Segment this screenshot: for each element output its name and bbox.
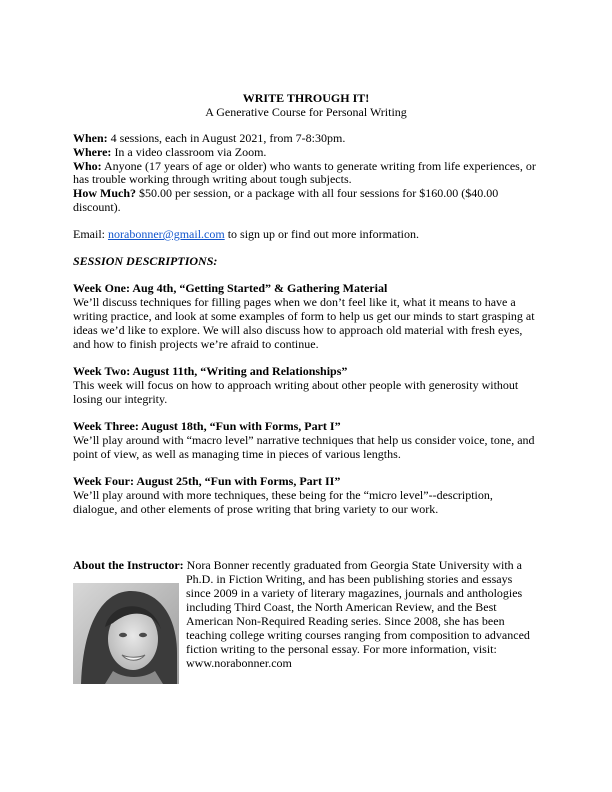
instructor-portrait [73,583,179,684]
session-desc-line: writing practice, and look at some examples of form to help us get our minds to start grasping at [73,309,535,323]
who-text: Anyone (17 years of age or older) who wants to generate writing from life experiences, or [101,159,536,173]
instructor-website[interactable]: www.norabonner.com [186,656,292,670]
session-title: Week Four: August 25th, “Fun with Forms, Part II” [73,474,341,488]
session-title: Week Two: August 11th, “Writing and Relationships” [73,364,348,378]
instructor-bio-line: including Third Coast, the North American Review, and the Best [186,600,497,614]
instructor-bio-line: fiction writing to the personal essay. For more information, visit: [186,642,497,656]
session-desc-line: and how to finish projects we’re afraid to continue. [73,337,319,351]
where-label: Where: [73,145,112,159]
session-title: Week Three: August 18th, “Fun with Forms, Part I” [73,419,341,433]
howmuch-label: How Much? [73,186,136,200]
session-desc-line: losing our integrity. [73,392,168,406]
when-text: 4 sessions, each in August 2021, from 7-8:30pm. [107,131,346,145]
email-link[interactable]: norabonner@gmail.com [108,227,225,241]
when-line [73,131,345,146]
instructor-photo [73,583,179,684]
when-label: When: [73,131,108,145]
email-suffix: to sign up or find out more information. [224,227,419,241]
instructor-bio-line: since 2009 in a variety of literary magazines, journals and anthologies [186,586,523,600]
page-subtitle: A Generative Course for Personal Writing [205,105,407,119]
page-title: WRITE THROUGH IT! [242,91,370,105]
who-label: Who: [73,159,102,173]
session-desc-line: We’ll play around with more techniques, these being for the “micro level”--description, [73,488,493,502]
instructor-label: About the Instructor: [73,558,184,572]
where-line [73,145,266,160]
email-prefix: Email: [73,227,108,241]
session-desc-line: We’ll discuss techniques for filling pages when we don’t feel like it, what it means to have a [73,295,516,309]
instructor-text: Nora Bonner recently graduated from Georgia State University with a [183,558,523,572]
email-line [73,227,419,242]
session-title: Week One: Aug 4th, “Getting Started” & Gathering Material [73,281,388,295]
session-desc-line: point of view, as well as managing time in pieces of various lengths. [73,447,401,461]
howmuch-text: $50.00 per session, or a package with all four sessions for $160.00 ($40.00 [136,186,499,200]
who-line-2: has trouble working through writing about tough subjects. [73,172,352,186]
howmuch-line [73,186,498,201]
instructor-first-line [73,558,522,573]
session-desc-line: We’ll play around with “macro level” narrative techniques that help us consider voice, tone, and [73,433,535,447]
session-desc-line: dialogue, and other elements of prose writing that bring variety to our work. [73,502,439,516]
sessions-heading: SESSION DESCRIPTIONS: [73,254,218,268]
where-text: In a video classroom via Zoom. [111,145,267,159]
session-desc-line: This week will focus on how to approach writing about other people with generosity without [73,378,519,392]
howmuch-line-2: discount). [73,200,121,214]
instructor-bio-line: Ph.D. in Fiction Writing, and has been publishing stories and essays [186,572,513,586]
session-desc-line: ideas we’d like to explore. We will also discuss how to approach old material with fresh eyes, [73,323,523,337]
instructor-bio-line: teaching college writing courses ranging from composition to advanced [186,628,530,642]
instructor-bio-line: American Non-Required Reading series. Since 2008, she has been [186,614,505,628]
